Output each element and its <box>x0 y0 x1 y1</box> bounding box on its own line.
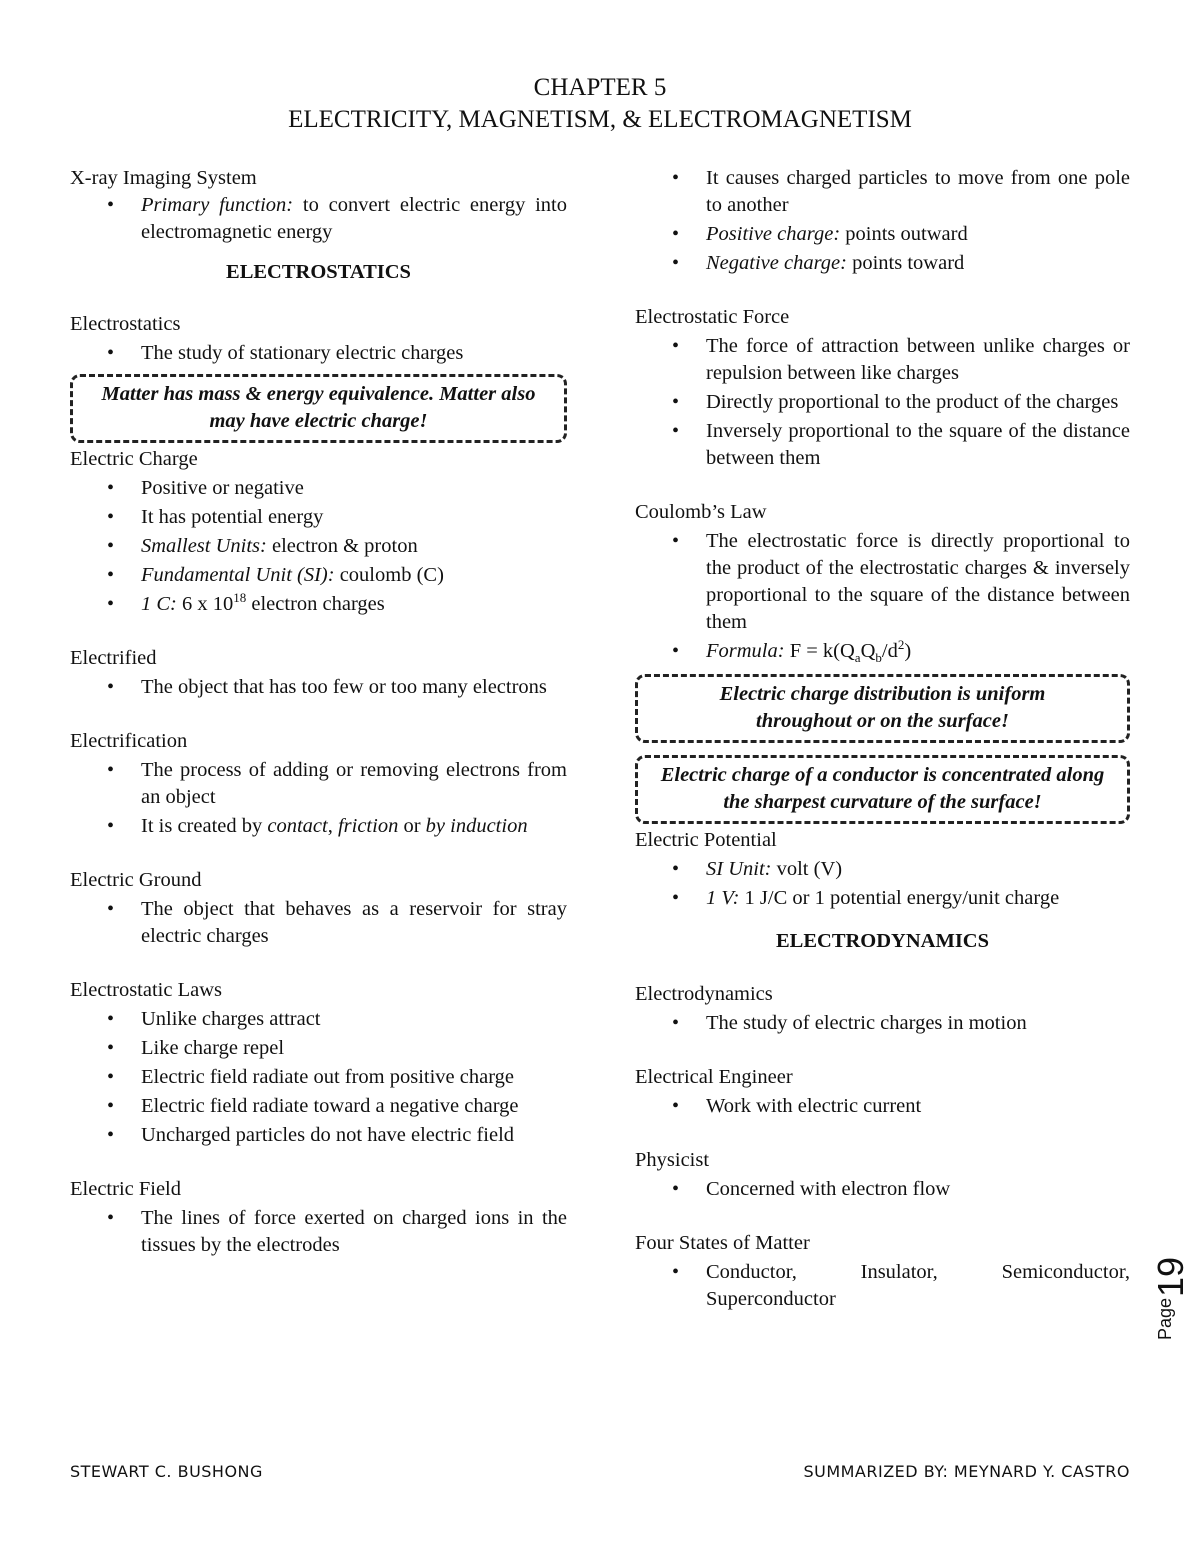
list-item: • Electric field radiate toward a negative charge <box>70 1093 567 1120</box>
xray-list <box>70 192 567 246</box>
chapter-title: ELECTRICITY, MAGNETISM, & ELECTROMAGNETISM <box>288 106 912 133</box>
section-title-physicist: Physicist <box>635 1149 710 1171</box>
list-item: • Formula: $F = k(Q_aQ_b/d^2)$ <box>635 638 1130 665</box>
list-item: • It causes charged particles to move from one pole to another <box>635 165 1130 219</box>
list-item: • The electrostatic force is directly proportional to the product of the electrostatic charges & inversely proportional to the square of the distance between them <box>635 528 1130 636</box>
list-item: • It has potential energy <box>70 504 567 531</box>
section-title-electric-charge: Electric Charge <box>70 448 198 470</box>
list-item: • Electric field radiate out from positive charge <box>70 1064 567 1091</box>
list-item: • The study of stationary electric charges <box>70 340 567 367</box>
list-item: • Smallest Units: electron & proton <box>70 533 567 560</box>
section-title-electrical-engineer: Electrical Engineer <box>635 1066 793 1088</box>
page-label: Page <box>1155 1297 1175 1340</box>
callout-box-matter: Matter has mass & energy equivalence. Matter also may have electric charge! <box>70 374 567 443</box>
list-item: • Uncharged particles do not have electric field <box>70 1122 567 1149</box>
section-title-electric-ground: Electric Ground <box>70 869 202 891</box>
list-item: • 1 V: 1 J/C or 1 potential energy/unit charge <box>635 885 1130 912</box>
footer-author: STEWART C. BUSHONG <box>70 1462 263 1481</box>
right-column <box>635 165 1130 1313</box>
heading-electrodynamics: ELECTRODYNAMICS <box>776 930 989 952</box>
list-item: • Conductor, Insulator, Semiconductor, Superconductor <box>635 1259 1130 1313</box>
page-number-vertical <box>1150 1240 1195 1350</box>
section-title-electrostatic-laws: Electrostatic Laws <box>70 979 222 1001</box>
list-item: • Unlike charges attract <box>70 1006 567 1033</box>
section-title-electrostatics: Electrostatics <box>70 313 181 335</box>
list-item: • The force of attraction between unlike charges or repulsion between like charges <box>635 333 1130 387</box>
left-column <box>70 165 567 1259</box>
list-item: • Directly proportional to the product of the charges <box>635 389 1130 416</box>
list-item: • Inversely proportional to the square of the distance between them <box>635 418 1130 472</box>
section-title-electrodynamics: Electrodynamics <box>635 983 773 1005</box>
list-item: • Positive charge: points outward <box>635 221 1130 248</box>
section-title-states-of-matter: Four States of Matter <box>635 1232 810 1254</box>
section-title-coulombs-law: Coulomb’s Law <box>635 501 767 523</box>
list-item: • The lines of force exerted on charged ions in the tissues by the electrodes <box>70 1205 567 1259</box>
section-title-electrification: Electrification <box>70 730 188 752</box>
callout-box-conductor: Electric charge of a conductor is concentrated along the sharpest curvature of the surface! <box>635 755 1130 824</box>
section-title-electric-field: Electric Field <box>70 1178 181 1200</box>
section-title-electric-potential: Electric Potential <box>635 829 777 851</box>
page-number: 19 <box>1150 1256 1191 1297</box>
list-item: • SI Unit: volt (V) <box>635 856 1130 883</box>
list-item: • Positive or negative <box>70 475 567 502</box>
list-item: • Primary function: to convert electric energy into electromagnetic energy <box>70 192 567 246</box>
section-title-xray: X-ray Imaging System <box>70 167 257 189</box>
list-item: • The object that has too few or too many electrons <box>70 674 567 701</box>
list-item: • Negative charge: points toward <box>635 250 1130 277</box>
callout-box-distribution: Electric charge distribution is uniform throughout or on the surface! <box>635 674 1130 743</box>
heading-electrostatics: ELECTROSTATICS <box>226 261 411 283</box>
list-item: • The object that behaves as a reservoir for stray electric charges <box>70 896 567 950</box>
list-item: • Work with electric current <box>635 1093 1130 1120</box>
list-item: • The process of adding or removing electrons from an object <box>70 757 567 811</box>
list-item: • It is created by contact, friction or by induction <box>70 813 567 840</box>
list-item: • 1 C: 6 x $10^{18}$ electron charges <box>70 591 567 618</box>
list-item: • The study of electric charges in motion <box>635 1010 1130 1037</box>
chapter-number: CHAPTER 5 <box>533 74 667 101</box>
list-item: • Concerned with electron flow <box>635 1176 1130 1203</box>
section-title-electrified: Electrified <box>70 647 157 669</box>
list-item: • Fundamental Unit (SI): coulomb (C) <box>70 562 567 589</box>
footer-summarizer: SUMMARIZED BY: MEYNARD Y. CASTRO <box>803 1462 1130 1481</box>
list-item: • Like charge repel <box>70 1035 567 1062</box>
section-title-electrostatic-force: Electrostatic Force <box>635 306 790 328</box>
